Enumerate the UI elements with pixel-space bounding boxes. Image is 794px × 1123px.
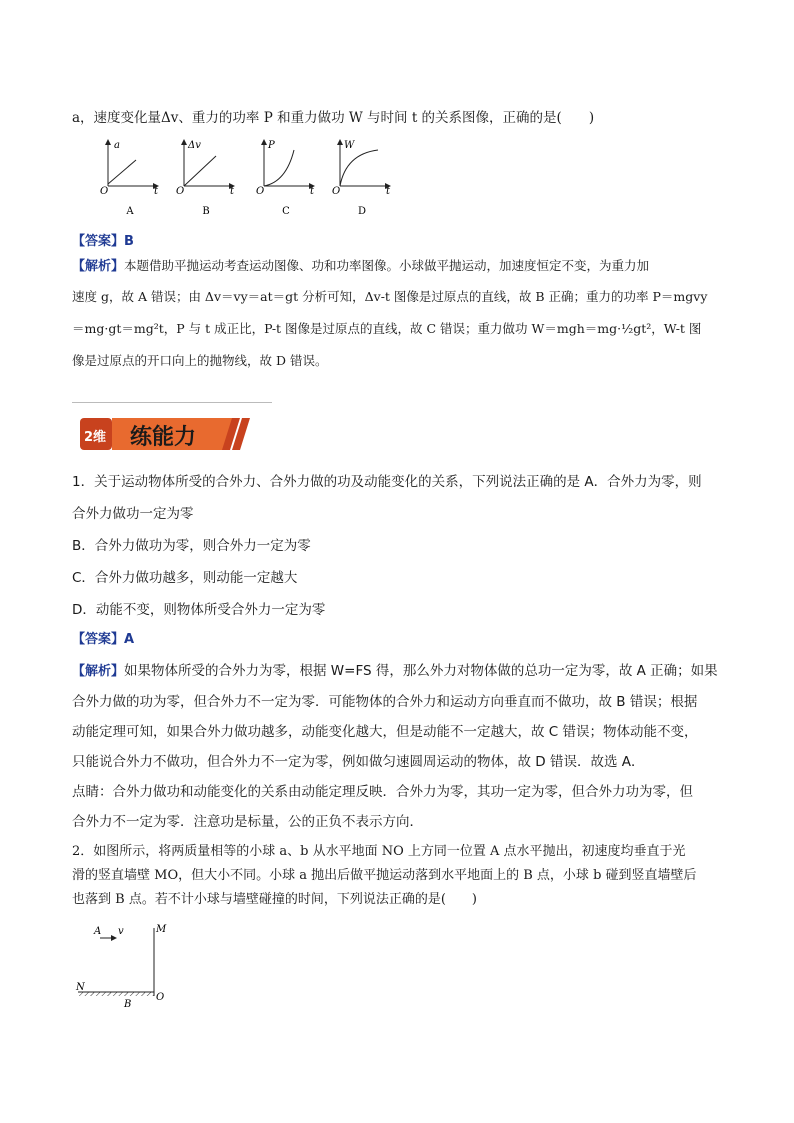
graph-a-xlabel: t xyxy=(154,186,159,197)
graph-a-origin: O xyxy=(100,186,109,197)
q1-analysis-line: 只能说合外力不做功，但合外力不一定为零，例如做匀速圆周运动的物体，故 D 错误．故选 A． xyxy=(72,754,645,770)
q1-analysis-label: 【解析】 xyxy=(72,664,125,679)
graph-c-ylabel: P xyxy=(268,140,275,151)
graph-d-origin: O xyxy=(332,186,341,197)
velocity-label: v xyxy=(118,926,124,937)
graph-b-origin: O xyxy=(176,186,185,197)
graph-b-xlabel: t xyxy=(230,186,235,197)
graph-a xyxy=(100,140,159,217)
analysis-block xyxy=(72,256,732,371)
q2-line: 滑的竖直墙壁 MO，但大小不同。小球 a 抛出后做平抛运动落到水平地面上的 B 点，小球 b 碰到竖直墙壁后 xyxy=(72,868,697,883)
question-2 xyxy=(72,842,697,910)
graph-b-caption: B xyxy=(202,206,210,217)
q1-analysis-line: 如果物体所受的合外力为零，根据 W=FS 得，那么外力对物体做的总功一定为零，故 A 正确；如果 xyxy=(124,663,718,679)
point-m-label: M xyxy=(156,924,167,935)
point-b-label: B xyxy=(124,999,132,1010)
point-o-label: O xyxy=(156,992,165,1003)
q1-comment-line: 点睛：合外力做功和动能变化的关系由动能定理反映．合外力为零，其功一定为零，但合外力功为零，但 xyxy=(72,784,693,800)
q1-analysis xyxy=(72,656,718,837)
section-banner xyxy=(80,414,260,454)
q1-option-b: B．合外力做功为零，则合外力一定为零 xyxy=(72,538,311,554)
point-a-label: A xyxy=(94,926,102,937)
q2-line: 2．如图所示，将两质量相等的小球 a、b 从水平地面 NO 上方同一位置 A 点水平抛出，初速度均垂直于光 xyxy=(72,844,686,859)
section-divider xyxy=(72,402,272,403)
banner-title: 练能力 xyxy=(130,425,197,450)
q1-analysis-line: 动能定理可知，如果合外力做功越多，动能变化越大，但是动能不一定越大，故 C 错误；物体动能不变， xyxy=(72,724,698,740)
analysis-line: 速度 g，故 A 错误；由 Δv＝vy＝at＝gt 分析可知，Δv-t 图像是过原点的直线，故 B 正确；重力的功率 P＝mgvy xyxy=(72,289,708,304)
graph-d-caption: D xyxy=(357,206,367,217)
analysis-label: 【解析】 xyxy=(72,259,125,274)
graph-c-xlabel: t xyxy=(310,186,315,197)
graph-c-origin: O xyxy=(256,186,265,197)
q1-line: 1．关于运动物体所受的合外力、合外力做的功及动能变化的关系，下列说法正确的是 A．合外力为零，则 xyxy=(72,474,702,490)
answer-label: 【答案】B xyxy=(72,234,134,249)
ground-hatch xyxy=(78,992,154,996)
graph-a-ylabel: a xyxy=(114,140,120,151)
question-1 xyxy=(72,466,702,626)
graph-b xyxy=(176,140,235,217)
q1-line: 合外力做功一定为零 xyxy=(72,506,194,522)
graph-c-caption: C xyxy=(282,206,290,217)
analysis-line: 像是过原点的开口向上的抛物线，故 D 错误。 xyxy=(72,353,328,368)
banner-badge: 2维 xyxy=(84,430,107,445)
graph-d-xlabel: t xyxy=(386,186,391,197)
graph-b-ylabel: Δv xyxy=(188,140,201,151)
graph-figures xyxy=(92,136,392,220)
q1-analysis-line: 合外力做的功为零，但合外力不一定为零．可能物体的合外力和运动方向垂直而不做功，故 B 错误；根据 xyxy=(72,694,698,710)
analysis-line: ＝mg·gt＝mg²t，P 与 t 成正比，P-t 图像是过原点的直线，故 C 错误；重力做功 W＝mgh＝mg·½gt²，W-t 图 xyxy=(72,321,702,336)
analysis-line: 本题借助平抛运动考查运动图像、功和功率图像。小球做平抛运动，加速度恒定不变，为重力加 xyxy=(124,258,650,273)
q1-option-c: C．合外力做功越多，则动能一定越大 xyxy=(72,570,298,586)
q1-answer-label: 【答案】A xyxy=(72,632,135,647)
graph-c xyxy=(256,140,315,217)
point-n-label: N xyxy=(76,982,85,993)
graph-d xyxy=(332,140,391,217)
graph-a-caption: A xyxy=(126,206,134,217)
q1-comment-line: 合外力不一定为零．注意功是标量，公的正负不表示方向． xyxy=(72,814,423,830)
question-stem: a，速度变化量Δv、重力的功率 P 和重力做功 W 与时间 t 的关系图像，正确的是( ) xyxy=(72,110,595,126)
q1-option-d: D．动能不变，则物体所受合外力一定为零 xyxy=(72,602,326,618)
q2-figure xyxy=(70,920,180,1012)
graph-d-ylabel: W xyxy=(344,140,355,151)
q2-line: 也落到 B 点。若不计小球与墙壁碰撞的时间，下列说法正确的是( ) xyxy=(72,892,477,907)
